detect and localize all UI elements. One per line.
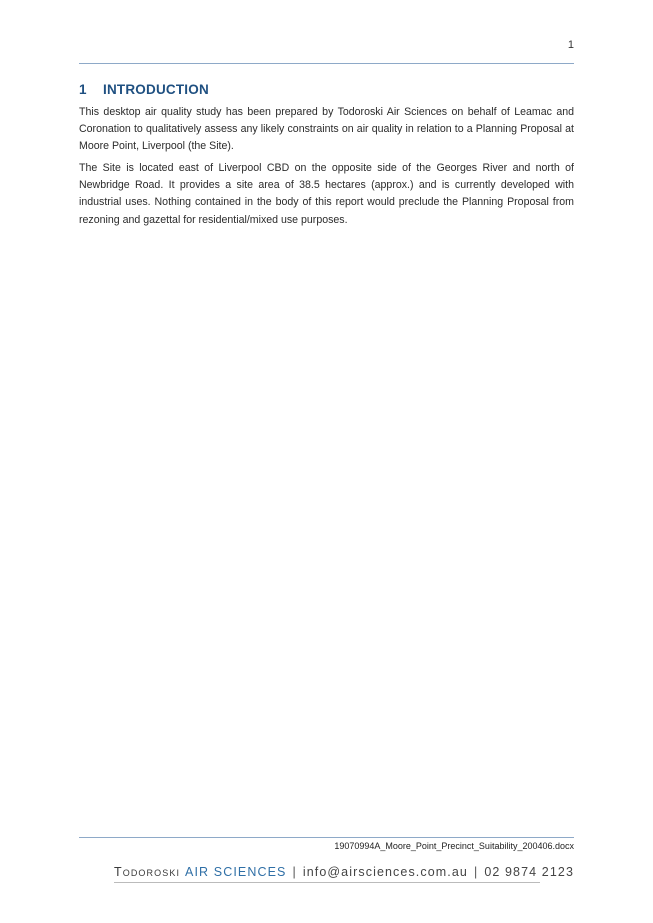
brand-company-name: Todoroski (114, 865, 181, 879)
brand-division-name: AIR SCIENCES (185, 865, 287, 879)
footer-filename: 19070994A_Moore_Point_Precinct_Suitability_200406.docx (334, 841, 574, 851)
intro-paragraph-1: This desktop air quality study has been prepared by Todoroski Air Sciences on behalf of Leamac and Coronation to qualitatively assess any likely constraints on air quality in relation to a Planning Proposal at Moore Point, Liverpool (the Site). (79, 106, 574, 153)
footer-divider (79, 837, 574, 838)
intro-paragraph-2: The Site is located east of Liverpool CBD on the opposite side of the Georges River and north of Newbridge Road. It provides a site area of 38.5 hectares (approx.) and is currently developed with industrial uses. Nothing contained in the body of this report would preclude the Planning Proposal from rezoning and gazettal for residential/mixed use purposes. (79, 162, 574, 226)
brand-separator: | (473, 865, 479, 879)
page-number: 1 (567, 39, 574, 51)
section-heading (79, 82, 209, 97)
footer-phone: 02 9874 2123 (484, 865, 574, 879)
section-title: INTRODUCTION (103, 82, 209, 97)
footer-brand (114, 865, 574, 879)
brand-separator: | (292, 865, 297, 879)
footer-email: info@airsciences.com.au (302, 865, 468, 879)
header-divider (79, 63, 574, 64)
footer-brand-underline (114, 882, 540, 883)
section-number: 1 (79, 82, 87, 97)
